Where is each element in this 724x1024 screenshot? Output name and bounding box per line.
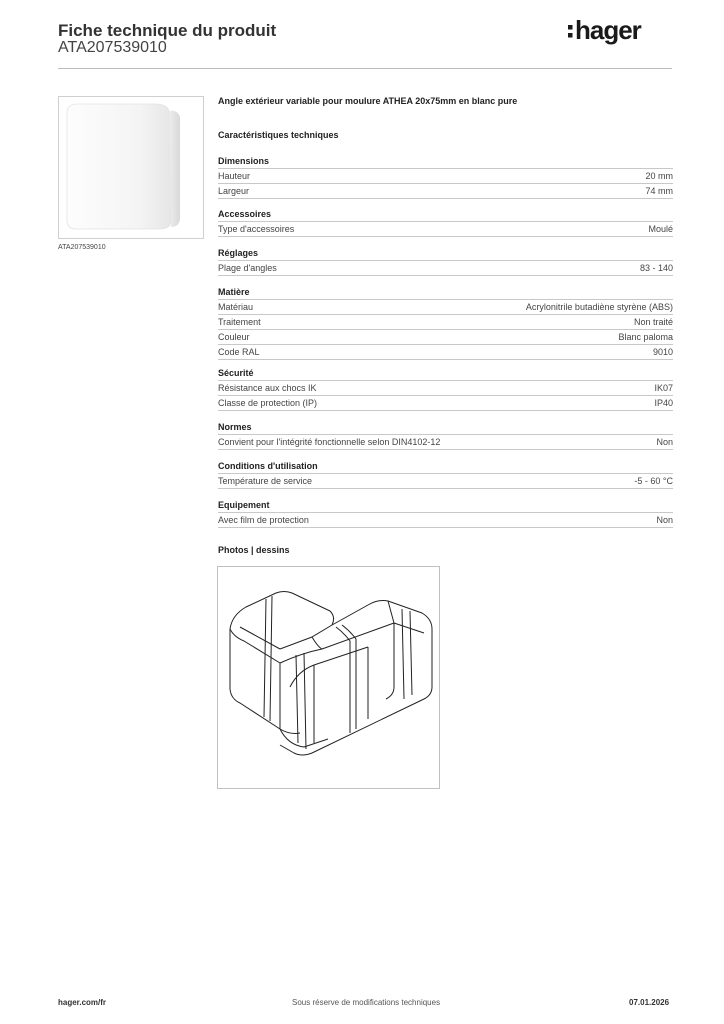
spec-row bbox=[218, 381, 673, 396]
section-title: Accessoires bbox=[218, 208, 673, 222]
spec-value: Non bbox=[656, 515, 673, 525]
technical-drawing bbox=[217, 566, 440, 789]
section-title: Réglages bbox=[218, 247, 673, 261]
spec-value: 9010 bbox=[652, 347, 673, 357]
spec-section-accessoires bbox=[218, 208, 673, 237]
section-title: Conditions d'utilisation bbox=[218, 460, 673, 474]
footer-date: 07.01.2026 bbox=[629, 998, 670, 1007]
spec-label: Type d'accessoires bbox=[218, 224, 295, 234]
spec-label: Hauteur bbox=[218, 171, 251, 181]
technical-drawing-image bbox=[218, 567, 439, 788]
section-title: Matière bbox=[218, 286, 673, 300]
page-title: Fiche technique du produit bbox=[58, 21, 277, 40]
spec-label: Résistance aux chocs IK bbox=[218, 383, 317, 393]
spec-value: Acrylonitrile butadiène styrène (ABS) bbox=[525, 302, 673, 312]
spec-row bbox=[218, 330, 673, 345]
spec-section-reglages bbox=[218, 247, 673, 276]
product-photo bbox=[58, 96, 204, 239]
spec-label: Matériau bbox=[218, 302, 254, 312]
spec-label: Code RAL bbox=[218, 347, 260, 357]
spec-row bbox=[218, 396, 673, 411]
product-reference: ATA207539010 bbox=[58, 39, 167, 56]
spec-label: Traitement bbox=[218, 317, 261, 327]
header-divider bbox=[58, 68, 672, 69]
spec-row bbox=[218, 345, 673, 360]
spec-value: IP40 bbox=[654, 398, 673, 408]
spec-section-equipement bbox=[218, 499, 673, 528]
spec-value: Moulé bbox=[648, 224, 673, 234]
product-photo-image bbox=[59, 97, 203, 238]
product-description: Angle extérieur variable pour moulure ATHEA 20x75mm en blanc pure bbox=[218, 96, 518, 106]
spec-row bbox=[218, 184, 673, 199]
spec-row bbox=[218, 300, 673, 315]
spec-section-normes bbox=[218, 421, 673, 450]
spec-value: 74 mm bbox=[645, 186, 673, 196]
brand-wordmark: hager bbox=[575, 15, 641, 45]
spec-label: Couleur bbox=[218, 332, 250, 342]
spec-value: 83 - 140 bbox=[639, 263, 673, 273]
spec-row bbox=[218, 169, 673, 184]
photos-heading: Photos | dessins bbox=[218, 545, 290, 555]
footer-notice: Sous réserve de modifications techniques bbox=[292, 998, 441, 1007]
spec-value: -5 - 60 °C bbox=[634, 476, 673, 486]
section-title: Equipement bbox=[218, 499, 673, 513]
spec-value: Non bbox=[656, 437, 673, 447]
spec-value: Non traité bbox=[633, 317, 673, 327]
spec-row bbox=[218, 222, 673, 237]
spec-section-matiere bbox=[218, 286, 673, 360]
spec-section-securite bbox=[218, 367, 673, 411]
specs-heading: Caractéristiques techniques bbox=[218, 130, 339, 140]
spec-row bbox=[218, 435, 673, 450]
spec-value: Blanc paloma bbox=[618, 332, 673, 342]
section-title: Dimensions bbox=[218, 155, 673, 169]
product-photo-caption: ATA207539010 bbox=[58, 244, 106, 251]
footer-website-link[interactable]: hager.com/fr bbox=[58, 998, 107, 1007]
spec-section-conditions bbox=[218, 460, 673, 489]
spec-label: Avec film de protection bbox=[218, 515, 309, 525]
spec-row bbox=[218, 474, 673, 489]
spec-value: IK07 bbox=[654, 383, 673, 393]
spec-label: Convient pour l'intégrité fonctionnelle selon DIN4102-12 bbox=[218, 437, 441, 447]
section-title: Sécurité bbox=[218, 367, 673, 381]
spec-label: Largeur bbox=[218, 186, 250, 196]
section-title: Normes bbox=[218, 421, 673, 435]
spec-value: 20 mm bbox=[645, 171, 673, 181]
spec-row bbox=[218, 513, 673, 528]
spec-row bbox=[218, 261, 673, 276]
spec-label: Classe de protection (IP) bbox=[218, 398, 318, 408]
spec-section-dimensions bbox=[218, 155, 673, 199]
spec-label: Plage d'angles bbox=[218, 263, 277, 273]
spec-label: Température de service bbox=[218, 476, 313, 486]
spec-row bbox=[218, 315, 673, 330]
hager-logo[interactable] bbox=[567, 13, 659, 47]
